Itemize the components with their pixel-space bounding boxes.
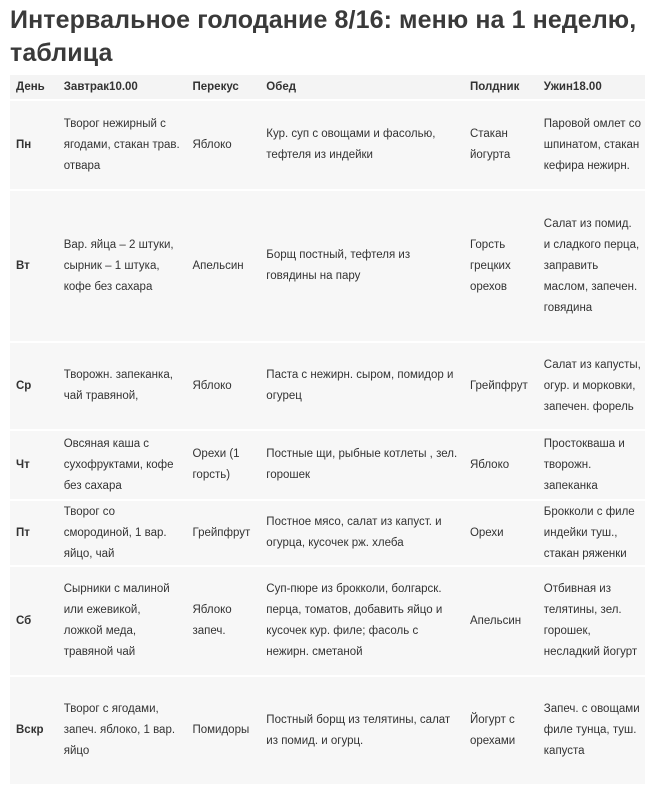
snack-cell: Яблоко [186, 101, 260, 189]
weekly-menu-table [10, 73, 645, 786]
dinner-cell: Простокваша и творожн. запеканка [538, 431, 645, 499]
day-cell: Сб [10, 567, 58, 675]
dinner-cell: Брокколи с филе индейки туш., стакан ряженки [538, 501, 645, 565]
table-body [10, 101, 645, 784]
dinner-cell: Запеч. с овощами филе тунца, туш. капуста [538, 677, 645, 784]
dinner-cell: Салат из помид. и сладкого перца, заправить маслом, запечен. говядина [538, 191, 645, 341]
lunch-cell: Паста с нежирн. сыром, помидор и огурец [260, 343, 464, 429]
header-afternoon-snack: Полдник [464, 75, 538, 99]
table-row [10, 101, 645, 189]
snack-cell: Апельсин [186, 191, 260, 341]
breakfast-cell: Овсяная каша с сухофруктами, кофе без сахара [58, 431, 187, 499]
table-row [10, 501, 645, 565]
table-row [10, 431, 645, 499]
page-title [0, 0, 650, 70]
header-snack: Перекус [186, 75, 260, 99]
header-lunch: Обед [260, 75, 464, 99]
page-title-line-1: Интервальное голодание 8/16: меню на 1 неделю, [10, 6, 637, 34]
table-header [10, 75, 645, 99]
snack-cell: Грейпфрут [186, 501, 260, 565]
table-row [10, 191, 645, 341]
snack-cell: Яблоко [186, 343, 260, 429]
day-cell: Вт [10, 191, 58, 341]
afternoon-snack-cell: Грейпфрут [464, 343, 538, 429]
snack-cell: Помидоры [186, 677, 260, 784]
dinner-cell: Отбивная из телятины, зел. горошек, несладкий йогурт [538, 567, 645, 675]
header-breakfast: Завтрак10.00 [58, 75, 187, 99]
day-cell: Пт [10, 501, 58, 565]
breakfast-cell: Творог со смородиной, 1 вар. яйцо, чай [58, 501, 187, 565]
breakfast-cell: Творог нежирный с ягодами, стакан трав. отвара [58, 101, 187, 189]
header-day: День [10, 75, 58, 99]
lunch-cell: Постные щи, рыбные котлеты , зел. горошек [260, 431, 464, 499]
breakfast-cell: Вар. яйца – 2 штуки, сырник – 1 штука, кофе без сахара [58, 191, 187, 341]
afternoon-snack-cell: Горсть грецких орехов [464, 191, 538, 341]
table-row [10, 567, 645, 675]
breakfast-cell: Сырники с малиной или ежевикой, ложкой меда, травяной чай [58, 567, 187, 675]
header-dinner: Ужин18.00 [538, 75, 645, 99]
table-row [10, 677, 645, 784]
snack-cell: Яблоко запеч. [186, 567, 260, 675]
breakfast-cell: Творожн. запеканка, чай травяной, [58, 343, 187, 429]
page-title-line-2: таблица [10, 39, 113, 67]
lunch-cell: Кур. суп с овощами и фасолью, тефтеля из индейки [260, 101, 464, 189]
breakfast-cell: Творог с ягодами, запеч. яблоко, 1 вар. яйцо [58, 677, 187, 784]
afternoon-snack-cell: Орехи [464, 501, 538, 565]
day-cell: Ср [10, 343, 58, 429]
lunch-cell: Постное мясо, салат из капуст. и огурца, кусочек рж. хлеба [260, 501, 464, 565]
table-row [10, 343, 645, 429]
dinner-cell: Паровой омлет со шпинатом, стакан кефира нежирн. [538, 101, 645, 189]
afternoon-snack-cell: Стакан йогурта [464, 101, 538, 189]
dinner-cell: Салат из капусты, огур. и морковки, запечен. форель [538, 343, 645, 429]
lunch-cell: Постный борщ из телятины, салат из помид. и огурц. [260, 677, 464, 784]
day-cell: Вскр [10, 677, 58, 784]
lunch-cell: Борщ постный, тефтеля из говядины на пару [260, 191, 464, 341]
afternoon-snack-cell: Апельсин [464, 567, 538, 675]
lunch-cell: Суп-пюре из брокколи, болгарск. перца, томатов, добавить яйцо и кусочек кур. филе; фасоль с нежирн. сметаной [260, 567, 464, 675]
day-cell: Пн [10, 101, 58, 189]
day-cell: Чт [10, 431, 58, 499]
header-row [10, 75, 645, 99]
afternoon-snack-cell: Йогурт с орехами [464, 677, 538, 784]
afternoon-snack-cell: Яблоко [464, 431, 538, 499]
snack-cell: Орехи (1 горсть) [186, 431, 260, 499]
